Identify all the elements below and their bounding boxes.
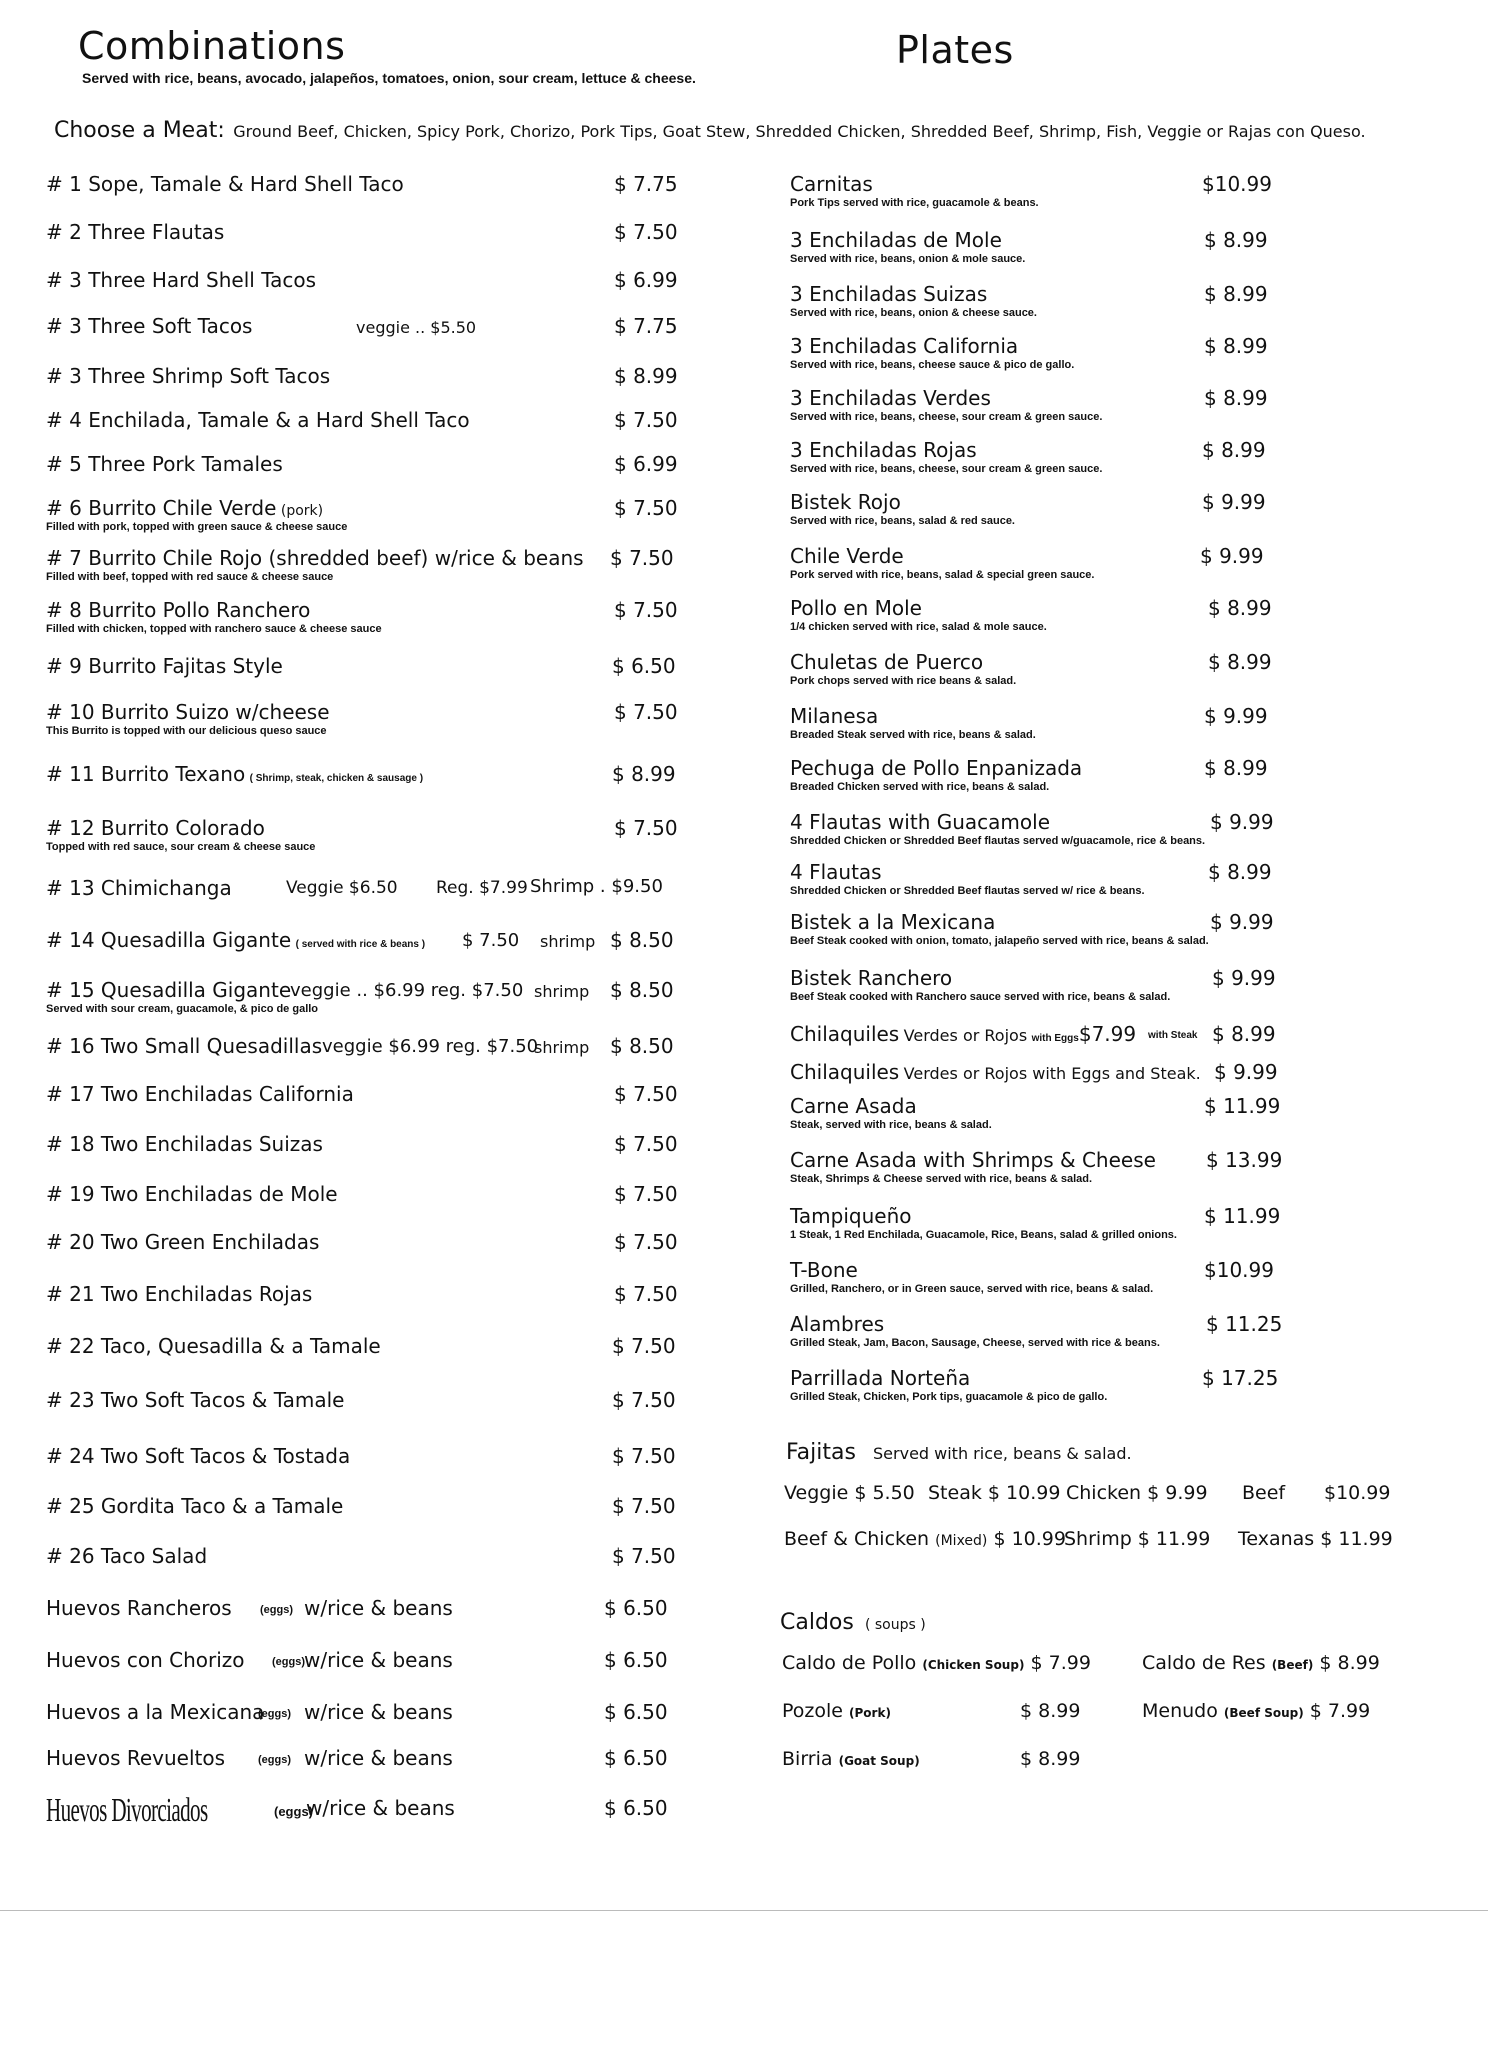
list-item: # 22 Taco, Quesadilla & a Tamale $ 7.50 [46, 1334, 676, 1358]
list-item: # 11 Burrito Texano ( Shrimp, steak, chicken & sausage ) $ 8.99 [46, 762, 676, 786]
list-item: # 3 Three Hard Shell Tacos $ 6.99 [46, 268, 678, 292]
list-item: # 10 Burrito Suizo w/cheese This Burrito is topped with our delicious queso sauce $ 7.50 [46, 700, 678, 737]
fajitas-title: Fajitas [786, 1440, 856, 1465]
list-item: 4 Flautas with Guacamole Shredded Chicken or Shredded Beef flautas served w/guacamole, rice & beans. $ 9.99 [790, 810, 1274, 847]
list-item: # 18 Two Enchiladas Suizas $ 7.50 [46, 1132, 678, 1156]
list-item: Pollo en Mole 1/4 chicken served with rice, salad & mole sauce. $ 8.99 [790, 596, 1272, 633]
fajitas-chicken: Chicken $ 9.99 [1066, 1482, 1208, 1504]
list-item: T-Bone Grilled, Ranchero, or in Green sauce, served with rice, beans & salad. $10.99 [790, 1258, 1274, 1295]
list-item: # 20 Two Green Enchiladas $ 7.50 [46, 1230, 678, 1254]
list-item: # 3 Three Soft Tacos veggie .. $5.50 $ 7.75 [46, 314, 678, 338]
list-item: Carne Asada Steak, served with rice, beans & salad. $ 11.99 [790, 1094, 1281, 1131]
list-item: Chuletas de Puerco Pork chops served with rice beans & salad. $ 8.99 [790, 650, 1272, 687]
list-item: Carnitas Pork Tips served with rice, guacamole & beans. $10.99 [790, 172, 1272, 209]
list-item: Huevos Revueltos (eggs) w/rice & beans $ 6.50 [46, 1746, 668, 1770]
list-item: Chilaquiles Verdes or Rojos with Eggs and Steak. $ 9.99 [790, 1060, 1278, 1084]
caldos-tag: ( soups ) [864, 1617, 926, 1633]
pozole: Pozole (Pork) $ 8.99 [782, 1700, 1081, 1722]
list-item: # 5 Three Pork Tamales $ 6.99 [46, 452, 678, 476]
list-item: # 24 Two Soft Tacos & Tostada $ 7.50 [46, 1444, 676, 1468]
list-item: # 25 Gordita Taco & a Tamale $ 7.50 [46, 1494, 676, 1518]
list-item: Carne Asada with Shrimps & Cheese Steak, Shrimps & Cheese served with rice, beans & salad. $ 13.99 [790, 1148, 1283, 1185]
fajitas-heading [786, 1440, 1132, 1465]
fajitas-beef-price: $10.99 [1324, 1482, 1391, 1504]
list-item: 3 Enchiladas Rojas Served with rice, beans, cheese, sour cream & green sauce. $ 8.99 [790, 438, 1266, 475]
fajitas-steak: Steak $ 10.99 [928, 1482, 1061, 1504]
list-item: 4 Flautas Shredded Chicken or Shredded Beef flautas served w/ rice & beans. $ 8.99 [790, 860, 1272, 897]
combinations-subtitle: Served with rice, beans, avocado, jalapeños, tomatoes, onion, sour cream, lettuce & cheese. [82, 70, 696, 86]
list-item: Bistek Rojo Served with rice, beans, salad & red sauce. $ 9.99 [790, 490, 1266, 527]
fajitas-beef: Beef [1242, 1482, 1286, 1504]
list-item: # 6 Burrito Chile Verde (pork) Filled with pork, topped with green sauce & cheese sauce $ 7.50 [46, 496, 678, 533]
list-item: 3 Enchiladas Verdes Served with rice, beans, cheese, sour cream & green sauce. $ 8.99 [790, 386, 1268, 423]
list-item: Parrillada Norteña Grilled Steak, Chicken, Pork tips, guacamole & pico de gallo. $ 17.25 [790, 1366, 1279, 1403]
caldo-pollo: Caldo de Pollo (Chicken Soup) $ 7.99 [782, 1652, 1091, 1674]
caldo-res: Caldo de Res (Beef) $ 8.99 [1142, 1652, 1380, 1674]
list-item: # 17 Two Enchiladas California $ 7.50 [46, 1082, 678, 1106]
list-item: # 16 Two Small Quesadillas veggie $6.99 reg. $7.50 shrimp $ 8.50 [46, 1034, 674, 1058]
list-item: Bistek Ranchero Beef Steak cooked with Ranchero sauce served with rice, beans & salad. $ 9.99 [790, 966, 1276, 1003]
combinations-title: Combinations [78, 24, 346, 68]
list-item: Alambres Grilled Steak, Jam, Bacon, Sausage, Cheese, served with rice & beans. $ 11.25 [790, 1312, 1283, 1349]
plates-title: Plates [896, 28, 1014, 72]
fajitas-desc: Served with rice, beans & salad. [873, 1444, 1132, 1463]
choose-meat-options: Ground Beef, Chicken, Spicy Pork, Chorizo, Pork Tips, Goat Stew, Shredded Chicken, Shredded Beef, Shrimp, Fish, Veggie or Rajas con Queso. [233, 122, 1366, 141]
choose-meat [54, 118, 1454, 143]
caldos-title: Caldos [780, 1610, 854, 1635]
list-item: # 8 Burrito Pollo Ranchero Filled with chicken, topped with ranchero sauce & cheese sauce $ 7.50 [46, 598, 678, 635]
fajitas-beef-chicken: Beef & Chicken (Mixed) $ 10.99 [784, 1528, 1066, 1550]
page-divider [0, 1910, 1488, 1911]
list-item: Huevos Divorciados (eggs) w/rice & beans $ 6.50 [46, 1792, 668, 1829]
list-item: # 15 Quesadilla Gigante veggie .. $6.99 reg. $7.50 shrimp Served with sour cream, guacamole, & pico de gallo $ 8.50 [46, 978, 674, 1015]
caldos-heading [780, 1610, 926, 1635]
list-item: Tampiqueño 1 Steak, 1 Red Enchilada, Guacamole, Rice, Beans, salad & grilled onions. $ 11.99 [790, 1204, 1281, 1241]
list-item: 3 Enchiladas de Mole Served with rice, beans, onion & mole sauce. $ 8.99 [790, 228, 1268, 265]
list-item: # 7 Burrito Chile Rojo (shredded beef) w/rice & beans Filled with beef, topped with red sauce & cheese sauce $ 7.50 [46, 546, 674, 583]
list-item: # 26 Taco Salad $ 7.50 [46, 1544, 676, 1568]
list-item: Chilaquiles Verdes or Rojos with Eggs$7.99 with Steak $ 8.99 [790, 1022, 1276, 1046]
list-item: # 4 Enchilada, Tamale & a Hard Shell Taco $ 7.50 [46, 408, 678, 432]
list-item: Pechuga de Pollo Enpanizada Breaded Chicken served with rice, beans & salad. $ 8.99 [790, 756, 1268, 793]
list-item: # 13 Chimichanga Veggie $6.50 Reg. $7.99 Shrimp . $9.50 [46, 876, 663, 900]
list-item: 3 Enchiladas California Served with rice, beans, cheese sauce & pico de gallo. $ 8.99 [790, 334, 1268, 371]
birria: Birria (Goat Soup) $ 8.99 [782, 1748, 1081, 1770]
list-item: # 23 Two Soft Tacos & Tamale $ 7.50 [46, 1388, 676, 1412]
list-item: Huevos con Chorizo (eggs) w/rice & beans $ 6.50 [46, 1648, 668, 1672]
list-item: # 9 Burrito Fajitas Style $ 6.50 [46, 654, 676, 678]
list-item: # 3 Three Shrimp Soft Tacos $ 8.99 [46, 364, 678, 388]
fajitas-shrimp: Shrimp $ 11.99 [1064, 1528, 1211, 1550]
fajitas-veggie: Veggie $ 5.50 [784, 1482, 915, 1504]
list-item: # 2 Three Flautas $ 7.50 [46, 220, 678, 244]
choose-meat-label: Choose a Meat: [54, 118, 225, 143]
fajitas-texanas: Texanas $ 11.99 [1238, 1528, 1393, 1550]
list-item: Bistek a la Mexicana Beef Steak cooked with onion, tomato, jalapeño served with rice, beans & salad. $ 9.99 [790, 910, 1274, 947]
list-item: Milanesa Breaded Steak served with rice, beans & salad. $ 9.99 [790, 704, 1268, 741]
menudo: Menudo (Beef Soup) $ 7.99 [1142, 1700, 1371, 1722]
list-item: # 21 Two Enchiladas Rojas $ 7.50 [46, 1282, 678, 1306]
list-item: Huevos Rancheros (eggs) w/rice & beans $ 6.50 [46, 1596, 668, 1620]
list-item: # 1 Sope, Tamale & Hard Shell Taco $ 7.75 [46, 172, 678, 196]
list-item: # 19 Two Enchiladas de Mole $ 7.50 [46, 1182, 678, 1206]
list-item: # 12 Burrito Colorado Topped with red sauce, sour cream & cheese sauce $ 7.50 [46, 816, 678, 853]
list-item: Huevos a la Mexicana (eggs) w/rice & beans $ 6.50 [46, 1700, 668, 1724]
list-item: # 14 Quesadilla Gigante ( served with rice & beans ) $ 7.50 shrimp $ 8.50 [46, 928, 674, 952]
list-item: Chile Verde Pork served with rice, beans, salad & special green sauce. $ 9.99 [790, 544, 1264, 581]
list-item: 3 Enchiladas Suizas Served with rice, beans, onion & cheese sauce. $ 8.99 [790, 282, 1268, 319]
